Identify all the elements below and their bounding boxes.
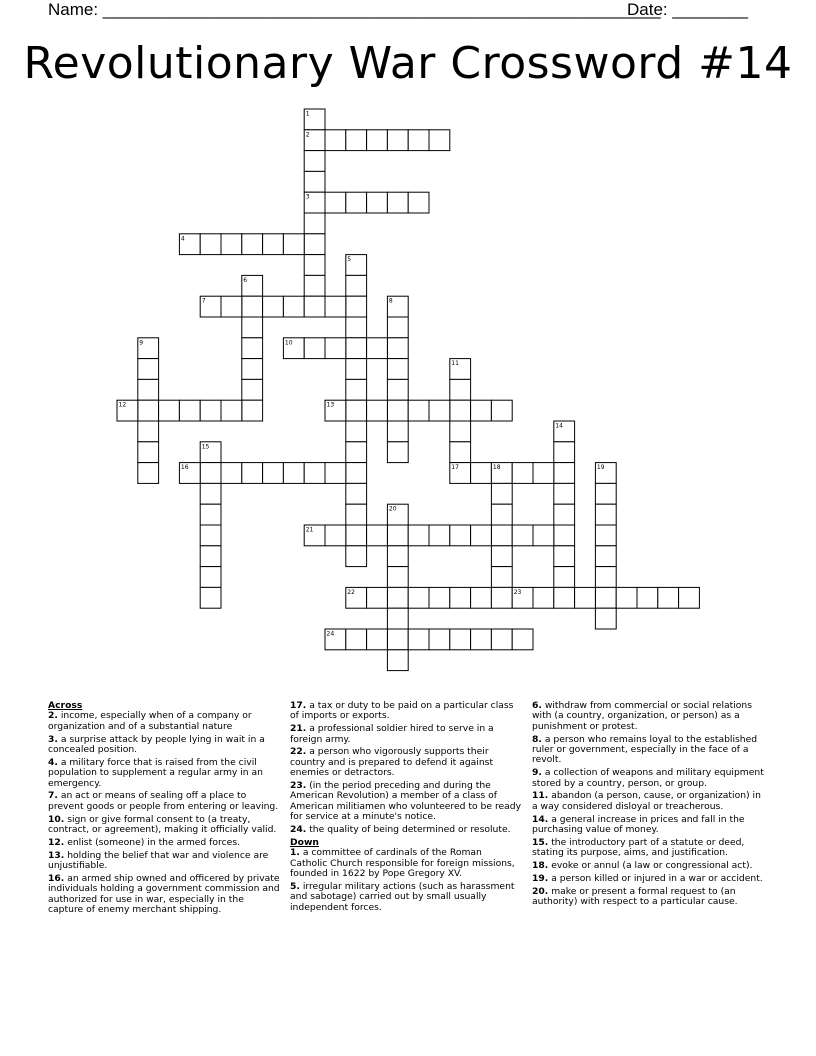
grid-cell[interactable]: [387, 650, 408, 671]
grid-cell[interactable]: [346, 442, 367, 463]
clue-text: a general increase in prices and fall in the purchasing value of money.: [532, 813, 745, 836]
grid-cell[interactable]: [346, 192, 367, 213]
grid-cell[interactable]: [242, 338, 263, 359]
grid-cell[interactable]: [325, 130, 346, 151]
grid-cell[interactable]: [367, 587, 388, 608]
grid-number: 9: [139, 339, 144, 347]
grid-number: 16: [180, 464, 189, 472]
grid-number: 23: [513, 588, 522, 596]
grid-cell[interactable]: [367, 338, 388, 359]
grid-cell[interactable]: [429, 130, 450, 151]
grid-cell[interactable]: [387, 338, 408, 359]
grid-number: 12: [118, 401, 127, 409]
grid-cell[interactable]: [471, 463, 492, 484]
grid-cell[interactable]: [325, 463, 346, 484]
page-title: Revolutionary War Crossword #14: [23, 38, 793, 89]
down-clue: [532, 791, 764, 812]
clue-number: 17.: [290, 700, 307, 711]
across-clue: [48, 735, 280, 756]
grid-number: 13: [326, 401, 335, 409]
grid-cell[interactable]: [387, 421, 408, 442]
clue-number: 19.: [532, 872, 549, 884]
grid-cell[interactable]: [658, 587, 679, 608]
grid-cell[interactable]: [554, 463, 575, 484]
across-clue: [290, 701, 522, 722]
grid-cell[interactable]: [491, 587, 512, 608]
grid-cell[interactable]: [138, 442, 159, 463]
clue-number: 13.: [48, 849, 65, 861]
grid-cell[interactable]: [200, 400, 221, 421]
grid-cell[interactable]: [387, 317, 408, 338]
grid-number: 7: [201, 297, 206, 305]
grid-cell[interactable]: [491, 400, 512, 421]
clue-text: a military force that is raised from the civil population to supplement a regular army in an emergency.: [48, 756, 263, 789]
grid-cell[interactable]: [595, 608, 616, 629]
grid-cell[interactable]: [263, 463, 284, 484]
grid-cell[interactable]: [408, 400, 429, 421]
grid-cell[interactable]: [471, 525, 492, 546]
grid-cell[interactable]: [304, 275, 325, 296]
grid-number: 24: [326, 630, 335, 638]
grid-cell[interactable]: [491, 546, 512, 567]
grid-cell[interactable]: [304, 296, 325, 317]
across-clue: [290, 724, 522, 745]
clue-text: a person who remains loyal to the established ruler or government, especially in the face of a revolt.: [532, 733, 758, 766]
clue-number: 23.: [290, 780, 307, 792]
grid-cell[interactable]: [138, 421, 159, 442]
grid-cell[interactable]: [346, 525, 367, 546]
grid-cell[interactable]: [346, 275, 367, 296]
grid-cell[interactable]: [367, 629, 388, 650]
grid-cell[interactable]: [387, 546, 408, 567]
grid-cell[interactable]: [450, 379, 471, 400]
grid-cell[interactable]: [408, 629, 429, 650]
grid-cell[interactable]: [450, 629, 471, 650]
grid-cell[interactable]: [554, 483, 575, 504]
grid-cell[interactable]: [325, 338, 346, 359]
grid-cell[interactable]: [304, 255, 325, 276]
clue-number: 12.: [48, 836, 65, 848]
grid-number: 8: [388, 297, 393, 305]
grid-cell[interactable]: [450, 587, 471, 608]
clue-text: irregular military actions (such as harassment and sabotage) carried out by small usually independent forces.: [290, 880, 515, 913]
grid-cell[interactable]: [346, 463, 367, 484]
grid-cell[interactable]: [221, 400, 242, 421]
grid-cell[interactable]: [595, 504, 616, 525]
grid-cell[interactable]: [387, 130, 408, 151]
down-clue: [532, 815, 764, 836]
grid-number: 5: [347, 256, 352, 264]
grid-cell[interactable]: [429, 525, 450, 546]
grid-cell[interactable]: [346, 338, 367, 359]
grid-cell[interactable]: [429, 400, 450, 421]
grid-cell[interactable]: [387, 400, 408, 421]
grid-cell[interactable]: [533, 587, 554, 608]
clue-text: (in the period preceding and during the American Revolution) a member of a class of American militiamen who volunteered to be ready for service at a minute's notice.: [290, 780, 522, 823]
clue-number: 4.: [48, 756, 58, 768]
grid-number: 20: [388, 505, 397, 513]
grid-number: 1: [305, 110, 310, 118]
grid-cell[interactable]: [533, 525, 554, 546]
grid-cell[interactable]: [595, 483, 616, 504]
clue-text: a surprise attack by people lying in wait in a concealed position.: [48, 733, 265, 756]
grid-number: 21: [305, 526, 314, 534]
grid-number: 3: [305, 193, 310, 201]
grid-cell[interactable]: [491, 504, 512, 525]
grid-cell[interactable]: [387, 192, 408, 213]
grid-cell[interactable]: [283, 234, 304, 255]
grid-cell[interactable]: [491, 525, 512, 546]
down-heading: Down: [290, 836, 319, 848]
grid-cell[interactable]: [138, 400, 159, 421]
grid-cell[interactable]: [450, 442, 471, 463]
clue-number: 15.: [532, 836, 549, 848]
grid-cell[interactable]: [200, 587, 221, 608]
grid-cell[interactable]: [512, 525, 533, 546]
grid-cell[interactable]: [408, 192, 429, 213]
grid-cell[interactable]: [283, 463, 304, 484]
grid-cell[interactable]: [554, 567, 575, 588]
grid-cell[interactable]: [346, 130, 367, 151]
grid-cell[interactable]: [512, 463, 533, 484]
grid-cell[interactable]: [429, 587, 450, 608]
grid-number: 10: [284, 339, 293, 347]
grid-cell[interactable]: [200, 567, 221, 588]
grid-cell[interactable]: [200, 483, 221, 504]
grid-cell[interactable]: [346, 483, 367, 504]
grid-cell[interactable]: [242, 234, 263, 255]
clue-text: a professional soldier hired to serve in a foreign army.: [290, 723, 494, 745]
down-clue: [290, 848, 522, 879]
grid-cell[interactable]: [346, 504, 367, 525]
grid-cell[interactable]: [325, 525, 346, 546]
grid-number: 18: [492, 464, 501, 472]
across-clue: [290, 825, 522, 835]
grid-cell[interactable]: [595, 525, 616, 546]
grid-cell[interactable]: [138, 463, 159, 484]
down-clue: [532, 861, 764, 871]
grid-cell[interactable]: [387, 379, 408, 400]
across-clue: [48, 851, 280, 872]
grid-cell[interactable]: [304, 338, 325, 359]
across-clue: [48, 711, 280, 732]
grid-cell[interactable]: [304, 171, 325, 192]
grid-cell[interactable]: [242, 463, 263, 484]
grid-cell[interactable]: [304, 213, 325, 234]
grid-cell[interactable]: [429, 629, 450, 650]
grid-cell[interactable]: [325, 192, 346, 213]
grid-cell[interactable]: [595, 587, 616, 608]
grid-cell[interactable]: [200, 463, 221, 484]
grid-cell[interactable]: [346, 421, 367, 442]
grid-number: 14: [555, 422, 563, 430]
clue-text: a person who vigorously supports their country and is prepared to defend it against enemies or detractors.: [290, 746, 494, 779]
grid-cell[interactable]: [221, 463, 242, 484]
grid-cell[interactable]: [346, 317, 367, 338]
grid-cell[interactable]: [242, 400, 263, 421]
clue-text: sign or give formal consent to (a treaty, contract, or agreement), making it officially valid.: [48, 813, 277, 836]
clue-column-2: [290, 701, 522, 915]
grid-cell[interactable]: [346, 296, 367, 317]
clue-text: withdraw from commercial or social relations with (a country, organization, or person) as a punishment or protest.: [532, 700, 753, 732]
clue-number: 3.: [48, 733, 58, 745]
down-clue: [532, 874, 764, 884]
grid-number: 11: [451, 360, 459, 368]
grid-cell[interactable]: [263, 296, 284, 317]
clue-number: 10.: [48, 813, 65, 825]
grid-cell[interactable]: [595, 546, 616, 567]
clue-column-3: [532, 701, 764, 910]
clue-number: 2.: [48, 710, 58, 722]
clue-text: the introductory part of a statute or deed, stating its purpose, aims, and justification.: [532, 836, 745, 859]
grid-cell[interactable]: [283, 296, 304, 317]
clue-number: 6.: [532, 700, 542, 711]
grid-cell[interactable]: [200, 234, 221, 255]
grid-number: 4: [180, 235, 185, 243]
grid-cell[interactable]: [346, 400, 367, 421]
grid-number: 15: [201, 443, 210, 451]
grid-cell[interactable]: [242, 317, 263, 338]
grid-cell[interactable]: [533, 463, 554, 484]
grid-cell[interactable]: [221, 234, 242, 255]
grid-cell[interactable]: [346, 629, 367, 650]
grid-cell[interactable]: [242, 296, 263, 317]
clue-number: 14.: [532, 813, 549, 825]
grid-cell[interactable]: [471, 587, 492, 608]
across-clue: [48, 791, 280, 812]
grid-cell[interactable]: [200, 546, 221, 567]
down-clue: [532, 768, 764, 789]
grid-cell[interactable]: [367, 400, 388, 421]
grid-cell[interactable]: [387, 359, 408, 380]
grid-cell[interactable]: [138, 359, 159, 380]
grid-cell[interactable]: [367, 525, 388, 546]
grid-number: 22: [347, 588, 355, 596]
grid-cell[interactable]: [138, 379, 159, 400]
grid-cell[interactable]: [387, 608, 408, 629]
clue-text: an act or means of sealing off a place to prevent goods or people from entering or leaving.: [48, 790, 279, 812]
clue-column-1: [48, 701, 280, 918]
across-clue: [48, 838, 280, 848]
grid-cell[interactable]: [242, 359, 263, 380]
clue-number: 5.: [290, 880, 300, 892]
across-clue: [48, 758, 280, 789]
clue-text: income, especially when of a company or organization and of a substantial nature: [48, 710, 252, 732]
grid-number: 17: [451, 464, 459, 472]
across-clue: [48, 874, 280, 916]
grid-cell[interactable]: [408, 525, 429, 546]
grid-cell[interactable]: [387, 525, 408, 546]
grid-cell[interactable]: [595, 567, 616, 588]
grid-cell[interactable]: [346, 546, 367, 567]
grid-cell[interactable]: [491, 567, 512, 588]
grid-cell[interactable]: [304, 234, 325, 255]
clue-number: 11.: [532, 790, 549, 802]
down-clue: [290, 882, 522, 913]
grid-cell[interactable]: [554, 525, 575, 546]
grid-cell[interactable]: [242, 379, 263, 400]
grid-cell[interactable]: [367, 130, 388, 151]
grid-cell[interactable]: [554, 546, 575, 567]
clue-text: a tax or duty to be paid on a particular class of imports or exports.: [290, 700, 514, 722]
across-clue: [48, 815, 280, 836]
clue-number: 20.: [532, 885, 549, 897]
clue-number: 21.: [290, 723, 307, 735]
down-clue: [532, 735, 764, 766]
grid-cell[interactable]: [408, 130, 429, 151]
grid-number: 19: [596, 464, 605, 472]
clue-number: 9.: [532, 767, 542, 779]
clue-number: 8.: [532, 733, 542, 745]
grid-cell[interactable]: [554, 504, 575, 525]
down-clue: [532, 887, 764, 908]
down-clue: [532, 838, 764, 859]
clue-text: a committee of cardinals of the Roman Catholic Church responsible for foreign missions, founded in 1622 by Pope Gregory XV.: [290, 847, 515, 880]
clue-text: an armed ship owned and officered by private individuals holding a government commission and authorized for use in war, especially in the capture of enemy merchant shipping.: [48, 872, 280, 916]
clue-text: enlist (someone) in the armed forces.: [67, 836, 241, 848]
grid-cell[interactable]: [346, 379, 367, 400]
grid-cell[interactable]: [408, 587, 429, 608]
grid-cell[interactable]: [325, 296, 346, 317]
grid-cell[interactable]: [450, 525, 471, 546]
clue-text: abandon (a person, cause, or organization) in a way considered disloyal or treacherous.: [532, 790, 761, 812]
grid-cell[interactable]: [346, 359, 367, 380]
down-clue: [532, 701, 764, 732]
grid-cell[interactable]: [471, 629, 492, 650]
grid-cell[interactable]: [387, 587, 408, 608]
grid-cell[interactable]: [387, 442, 408, 463]
grid-cell[interactable]: [387, 567, 408, 588]
clue-text: a person killed or injured in a war or accident.: [551, 872, 763, 884]
grid-cell[interactable]: [200, 504, 221, 525]
grid-cell[interactable]: [450, 421, 471, 442]
grid-cell[interactable]: [491, 483, 512, 504]
grid-cell[interactable]: [637, 587, 658, 608]
grid-cell[interactable]: [304, 151, 325, 172]
grid-cell[interactable]: [679, 587, 700, 608]
grid-cell[interactable]: [575, 587, 596, 608]
grid-cell[interactable]: [159, 400, 180, 421]
clue-text: the quality of being determined or resolute.: [309, 824, 511, 836]
grid-cell[interactable]: [554, 587, 575, 608]
date-field-label: Date: ________: [627, 0, 748, 19]
grid-cell[interactable]: [221, 296, 242, 317]
clue-number: 7.: [48, 790, 58, 802]
grid-number: 6: [243, 276, 248, 284]
grid-cell[interactable]: [450, 400, 471, 421]
clue-number: 16.: [48, 872, 65, 884]
grid-cell[interactable]: [471, 400, 492, 421]
grid-cell[interactable]: [616, 587, 637, 608]
clue-text: holding the belief that war and violence are unjustifiable.: [48, 849, 269, 872]
clue-number: 24.: [290, 824, 307, 836]
across-clue: [290, 781, 522, 823]
name-field-label: Name: ___________________________________________________________: [48, 0, 661, 19]
grid-cell[interactable]: [387, 629, 408, 650]
grid-number: 2: [305, 131, 310, 139]
clue-text: a collection of weapons and military equipment stored by a country, person, or group.: [532, 767, 764, 789]
grid-cell[interactable]: [179, 400, 200, 421]
grid-cell[interactable]: [554, 442, 575, 463]
grid-cell[interactable]: [491, 629, 512, 650]
clue-number: 22.: [290, 746, 307, 758]
grid-cell[interactable]: [367, 192, 388, 213]
clue-number: 1.: [290, 847, 300, 859]
grid-cell[interactable]: [200, 525, 221, 546]
clue-number: 18.: [532, 860, 549, 872]
clue-text: make or present a formal request to (an authority) with respect to a particular cause.: [532, 885, 738, 908]
across-heading: Across: [48, 700, 83, 711]
grid-cell[interactable]: [304, 463, 325, 484]
grid-cell[interactable]: [263, 234, 284, 255]
clue-text: evoke or annul (a law or congressional act).: [551, 860, 753, 872]
across-clue: [290, 747, 522, 778]
grid-cell[interactable]: [512, 629, 533, 650]
